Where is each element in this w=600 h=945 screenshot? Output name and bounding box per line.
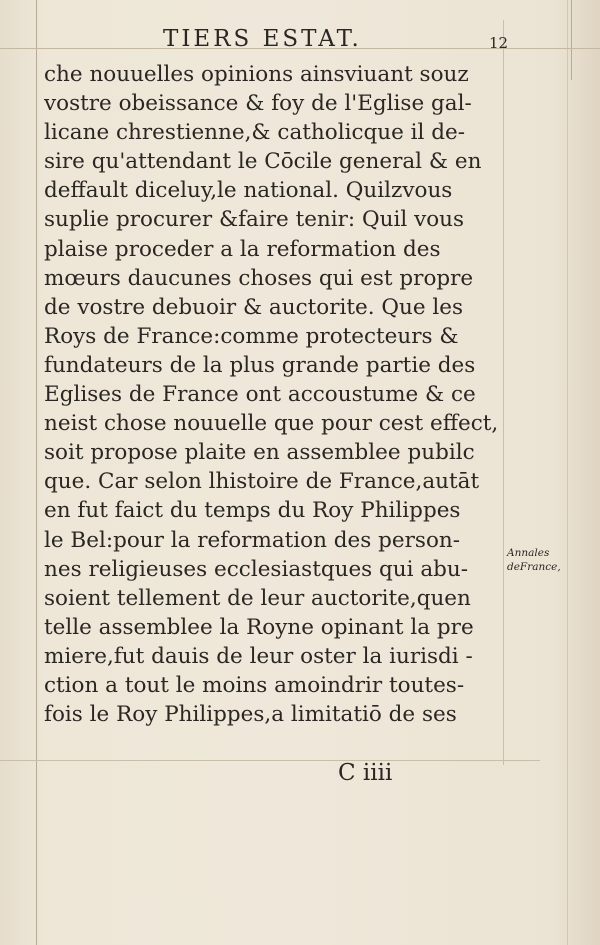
signature-mark: C iiii <box>338 760 393 786</box>
text-line: telle assemblee la Royne opinant la pre <box>44 614 474 640</box>
running-title: TIERS ESTAT. <box>163 26 362 52</box>
margin-note-line: Annales <box>507 547 550 559</box>
text-line: soient tellement de leur auctorite,quen <box>44 585 471 611</box>
text-line: que. Car selon lhistoire de France,autāt <box>44 469 480 495</box>
running-head <box>0 26 600 54</box>
page-edge <box>567 0 600 945</box>
text-line: Eglises de France ont accoustume & ce <box>44 382 476 408</box>
text-line: che nouuelles opinions ainsviuant souz <box>44 62 469 87</box>
body-text <box>44 60 504 729</box>
margin-note-line: deFrance, <box>507 561 561 573</box>
text-line: mœurs daucunes choses qui est propre <box>44 265 474 291</box>
text-line: de vostre debuoir & auctorite. Que les <box>44 294 464 320</box>
text-line: fois le Roy Philippes,a limitatiō de ses <box>44 702 457 728</box>
text-line: Roys de France:comme protecteurs & <box>44 323 459 349</box>
margin-note <box>507 546 565 574</box>
text-line: nes religieuses ecclesiastques qui abu- <box>44 556 469 582</box>
text-line: vostre obeissance & foy de l'Eglise gal- <box>44 91 472 117</box>
text-line: en fut faict du temps du Roy Philippes <box>44 498 461 524</box>
text-line: deffault diceluy,le national. Quilzvous <box>44 178 453 204</box>
text-line: le Bel:pour la reformation des person- <box>44 527 461 553</box>
text-line: sire qu'attendant le Cōcile general & en <box>44 149 482 175</box>
margin-rule-left <box>36 0 37 945</box>
text-line: soit propose plaite en assemblee pubilc <box>44 440 475 466</box>
text-line: neist chose nouuelle que pour cest effect, <box>44 411 499 437</box>
text-line: fundateurs de la plus grande partie des <box>44 352 476 378</box>
text-line: suplie procurer &faire tenir: Quil vous <box>44 207 465 233</box>
text-line: plaise proceder a la reformation des <box>44 236 441 262</box>
folio-number: 12 <box>489 34 509 52</box>
text-line: licane chrestienne,& catholicque il de- <box>44 120 465 146</box>
text-line: ction a tout le moins amoindrir toutes- <box>44 672 465 698</box>
foot-rule <box>0 760 540 761</box>
text-line: miere,fut dauis de leur oster la iurisdi - <box>44 643 473 669</box>
